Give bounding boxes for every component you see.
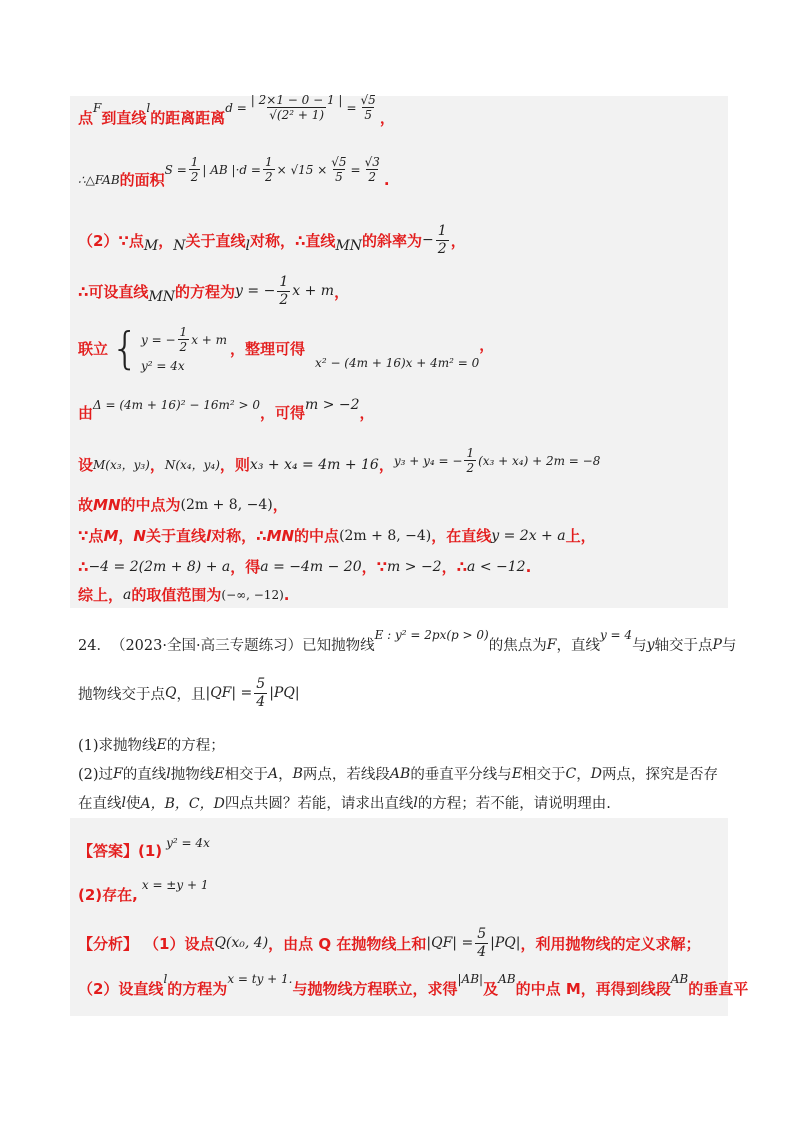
analysis-ratio: |QF| = $\frac{5}{4}$ |PQ| xyxy=(426,926,521,960)
question-line-1: 24． （2023·全国·高三专题练习） 已知抛物线 E : y² = 2px(p > 0) 的焦点为 F ，直线 y = 4 与 y 轴交于点 P 与 xyxy=(78,627,737,654)
answer-line-2: (2)存在, x = ±y + 1 xyxy=(78,877,209,904)
question-part-2: (2)过 F 的直线 l 抛物线 E 相交于 A ， B 两点，若线段 AB 的垂直平分线与 E 相交于 C ， D 两点，探究是否存 xyxy=(78,765,718,783)
line-mn-equation: y = − $\frac{1}{2}$ x + m xyxy=(235,274,335,308)
distance-formula: d = $\frac{| 2\times 1 - 0 - 1 |}{\text{√(2² + 1)}}$ = $\frac{√5}{5}$ xyxy=(225,93,376,123)
equation-system: { y = − $\frac{1}{2}$ x + m y² = 4x xyxy=(111,322,228,374)
solution-line-11: 综上， a 的取值范围为 (−∞, −12) . xyxy=(78,585,290,604)
solution-line-6: 由 Δ = (4m + 16)² − 16m² > 0 ，可得 m > −2 ， xyxy=(78,396,375,422)
analysis-line-2: （2）设直线 l 的方程为 x = ty + 1. 与抛物线方程联立，求得 |AB| 及 AB 的中点 M，再得到线段 AB 的垂直平 xyxy=(78,971,749,998)
solution-line-7: 设 M(x₃，y₃) ， N(x₄，y₄) ，则 x₃ + x₄ = 4m + 16 ， y₃ + y₄ = − $\frac{1}{2}$ (x₃ + x₄) + 2m = −8 xyxy=(78,446,601,476)
analysis-line-1: 【分析】 （1）设点 Q(x₀, 4) ，由点 Q 在抛物线上和 |QF| = $\frac{5}{4}$ |PQ| ，利用抛物线的定义求解； xyxy=(78,926,701,960)
question-part-2-cont: 在直线 l 使 A，B，C，D 四点共圆？若能，请求出直线 l 的方程；若不能，请说明理由. xyxy=(78,794,611,812)
area-formula: S = $\frac{1}{2}$ | AB |·d = $\frac{1}{2}$ × √15 × $\frac{√5}{5}$ = $\frac{√3}{2}$ xyxy=(164,155,380,185)
solution-line-4: ∴可设直线 MN 的方程为 y = − $\frac{1}{2}$ x + m ， xyxy=(78,274,350,308)
slope-value: − $\frac{1}{2}$ xyxy=(422,223,447,257)
solution-line-8: 故 MN 的中点为 (2m + 8, −4) ， xyxy=(78,495,288,514)
solution-line-10: ∴ −4 = 2(2m + 8) + a ，得 a = −4m − 20 ，∵ m > −2 ，∴ a < −12 . xyxy=(78,557,532,576)
solution-line-2: ∴△FAB 的面积 S = $\frac{1}{2}$ | AB |·d = $\frac{1}{2}$ × √15 × $\frac{√5}{5}$ = $\frac{√3}{2}$ . xyxy=(78,155,390,190)
qf-ratio: |QF| = $\frac{5}{4}$ |PQ| xyxy=(205,676,300,710)
solution-line-1: 点 F 到直线 l 的距离距离 d = $\frac{| 2\times 1 - 0 - 1 |}{\text{√(2² + 1)}}$ = $\frac{√5}{5}$ ， xyxy=(78,93,395,128)
solution-line-9: ∵点 M ， N 关于直线 l 对称，∴ MN 的中点 (2m + 8, −4) ，在直线 y = 2x + a 上， xyxy=(78,526,596,545)
y-sum-formula: y₃ + y₄ = − $\frac{1}{2}$ (x₃ + x₄) + 2m = −8 xyxy=(393,446,601,476)
answer-line-1: 【答案】(1) y² = 4x xyxy=(78,835,210,860)
solution-line-5: 联立 { y = − $\frac{1}{2}$ x + m y² = 4x ，整理可得 x² − (4m + 16)x + 4m² = 0 ， xyxy=(78,322,495,374)
solution-line-3: （2）∵点 M ， N 关于直线 l 对称，∴直线 MN 的斜率为 − $\frac{1}{2}$ ， xyxy=(78,223,466,257)
question-line-2: 抛物线交于点 Q ，且 |QF| = $\frac{5}{4}$ |PQ| xyxy=(78,676,300,710)
question-part-1: (1)求抛物线 E 的方程； xyxy=(78,736,225,754)
